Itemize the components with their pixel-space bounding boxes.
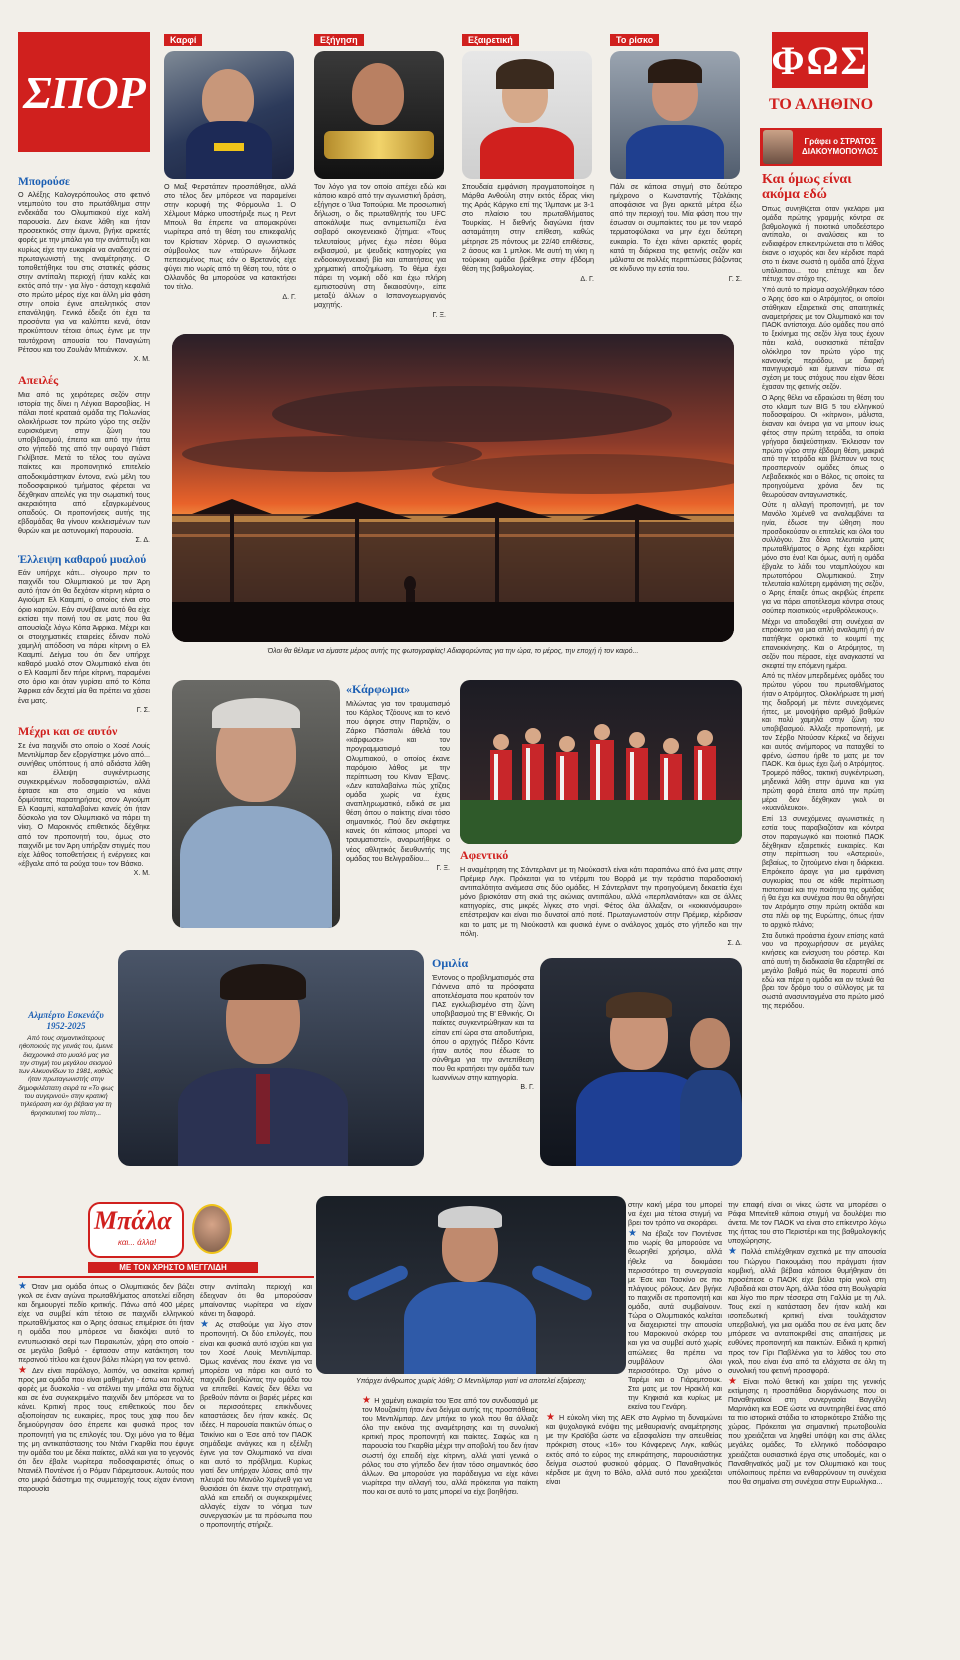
mpala-photo-caption: Υπάρχει άνθρωπος χωρίς λάθη; Ο Μεντιλίμπαρ γιατί να αποτελεί εξαίρεση;	[356, 1378, 586, 1385]
omilia-body: Έντονος ο προβληματισμός στα Γιάννενα από τα πρόσφατα αποτελέσματα που κρατούν τον ΠΑΣ εγκλωβισμένο στη ζώνη υποβιβασμού της Β' Εθνικής. Οι παίκτες συγκεντρώθηκαν και τα είπαν επί ώρα στα αποδυτήρια, όπου ο αρχηγός Πέδρο Κόντε ήταν αυτός που έδωσε το σύνθημα για την αντεπίθεση που θα κρατήσει την ομάδα των Ιωαννίνων στην κατηγορία.	[432, 973, 534, 1083]
column-logo-text: ΦΩΣ	[771, 37, 869, 83]
left-article-signature: Χ. Μ.	[133, 355, 150, 363]
karfoma-title: «Κάρφωμα»	[346, 682, 410, 696]
afentiko-signature: Σ. Δ.	[727, 939, 742, 947]
mpala-logo	[88, 1202, 208, 1258]
left-article-body: Μια από τις χειρότερες σεζόν στην ιστορία της δίνει η Λέγκια Βαρσοβίας. Η πάλαι ποτέ κραταιά ομάδα της Πολωνίας ολοκλήρωσε τον πρώτο γύρο της σεζόν ευρισκόμενη στην ζώνη του υποβιβασμού, έπειτα και από την ήττα στο γήπεδό της από την ουραγό Πιάστ Γκλίβιτσε. Μετά το τέλος του αγώνα παίκτες και προπονητικό επιτελείο αποδοκιμάστηκαν έντονα, ενώ μέλη του ποδοσφαιρικού τμήματος φέρεται να δέχθηκαν απειλές για την σωματική τους ακεραιότητα από εξαγριωμένους οπαδούς. Οι προπονήσεις αυτής της εβδομάδας θα γίνουν κεκλεισμένων των θυρών και με αστυνομική παρουσία.	[18, 389, 150, 536]
karfoma-article	[346, 682, 450, 872]
left-article-body: Σε ένα παιχνίδι στο οποίο ο Χοσέ Λουίς Μεντιλίμπαρ δεν εξοργίστηκε μόνο από... συνήθεις υπόπτους ή από αδιάστα λάθη και έλλειψη συγκέντρωσης συγκεκριμένων ποδοσφαιριστών, αλλά έφτασε και στο σημείο να κάνει δριμύτατες παρατηρήσεις στον Αγιούμπ Ελ Κααμπί, καταλαβαίνει κανείς ότι ήταν δύσκολο για τον Ολυμπιακό να πάρει τη νίκη. Ο Μαροκινός επιθετικός δέχθηκε από τον προπονητή του, όμως στο παιχνίδι με τον Άρη υπήρξαν στιγμές που είχε λάθος τοποθετήσεις ή ενέργειες και «έβγαλε από τα ρούχα του» τον Βάσκο.	[18, 740, 150, 868]
left-article-body: Ο Αλέξης Καλογερόπουλος στο φετινό ντεμπούτο του στο πρωτάθλημα στην ενδεκάδα του Ολυμπιακού είχε καλή παρουσία. Δεν έκανε λάθη και ήταν προσεκτικός στην άμυνα, βγήκε αρκετές φορές με την μπάλα για την ανάπτυξη και κυρίως είχε την ευκαιρία να αναδειχτεί σε πρωταγωνιστή της αναμέτρησης. Ο τοποθετήθηκε του στις στατικές φάσεις στην αντίπαλη περιοχή ήταν καλές και εκτός από την - για λίγο - άστοχη κεφαλιά στο πρώτο μέρος είχε και άλλη μία φάση στην οποία έγινε απειλητικός στον επανάληψη. Γενικά έδειξε ότι έχει τα προσόντα για να καλύπτει κενά, όταν προκύπτουν τέτοια όπως έγινε με την ταυτόχρονη απουσία του Παναγιώτη Ρέτσου και του Ζουλιάν Μπιάνκον.	[18, 190, 150, 354]
teaser-label: Το ρίσκο	[610, 34, 659, 46]
karfoma-body: Μιλώντας για τον τραυματισμό του Κάρλος Τζόουνς και το κενό που άφησε στην Παρτιζάν, ο Ζάρκο Πάσπαλι άθελά του «κάρφωσε» και τον προγραμματισμό του Ολυμπιακού, ο οποίος έκανε παρόμοιο λάθος με την περίπτωση του Κίναν Έβανς. «Δεν καταλαβαίνω πώς χτίζεις ομάδα χωρίς να έχεις αναπληρωματικό, ειδικά σε μια θέση όπου ο παίκτης είναι τόσο σημαντικός. Πού δεν σκέφτηκε κανείς ότι κάποιος μπορεί να τραυματιστεί», αναρωτήθηκε ο νέος αθλητικός διευθυντής της ομάδας του Βελιγραδίου...	[346, 699, 450, 863]
mpala-paragraph: ★ Να έβαζε τον Ποντένσε πιο νωρίς θα μπορούσε να θεωρηθεί χρήσιμο, αλλά ήθελε να δοκιμάσει περισσότερο τη συνεργασία με Έσε και Τασκίνο σε πιο πλάγιους ρόλους. Δεν βγήκε το παιχνίδι σε προπονητή και ομάδα, αυτά συμβαίνουν. Τώρα ο Ολυμπιακός καλείται να διαχειριστεί την απουσία του Μαροκινού σκόρερ του και για να συμβεί αυτό χωρίς απώλειες θα πρέπει να συμβάλουν όλοι περισσότερο. Όχι μόνο ο Ταρέμι και ο Γιάρεμτσουκ. Στα ματς με τον Ηρακλή και την Κηφισιά και κυρίως με εκείνα του Γενάρη.	[628, 1228, 722, 1412]
teaser-label: Εξαιρετική	[462, 34, 519, 46]
column-body	[762, 206, 884, 1336]
column-paragraph: Υπό αυτό το πρίσμα ασχολήθηκαν τόσο ο Άρης όσο και ο Ατρόμητος, οι οποίοι στάθηκαν εξαιρετικά στις απαιτητικές αναμετρήσεις με τον Ολυμπιακό και τον ΠΑΟΚ αντίστοιχα. Δύο ομάδες που από το ξεκίνημα της σεζόν λίγα τους έχουν πάει καλά, ουσιαστικά πέταξαν ολόκληρο τον πρώτο γύρο της κανονικής περιόδου, με διαρκή πανηγυρισμό και έμειναν πίσω σε σχέση με τους στόχους που είχαν θέσει έχασαν της φετινής σεζόν.	[762, 287, 884, 391]
sunset-photo	[172, 334, 734, 642]
left-article-body: Εάν υπήρχε κάτι... σίγουρο πριν το παιχνίδι του Ολυμπιακού με τον Άρη αυτό ήταν ότι θα δεχόταν κίτρινη κάρτα ο Αγιούμπ Ελ Κααμπί, ο οποίος είναι στο όριο καρτών. Εάν συνέβαινε αυτό θα είχε εκτίσει την ποινή του σε ματς που θα απουσίαζε λόγω Κόπα Άφρικα. Μέχρι και οι στοιχηματικές εταιρείες έδιναν πολύ χαμηλή απόδοση να πάρει κίτρινη ο Ελ Κααμπί. Δείγμα του ότι δεν υπήρχε καθαρό μυαλό στον Ολυμπιακό είναι ότι ο Ελ Κααμπί δεν πήρε κίτρινη, παραμένει στο όριο και όταν γυρίσει από το Κόπα Άφρικα εάν δεχτεί μία θα πρέπει να χάσει ένα ματς.	[18, 568, 150, 705]
omilia-title: Ομιλία	[432, 956, 469, 970]
teaser-photo-fighter	[314, 51, 444, 179]
obituary-body: Από τους σημαντικότερους ηθοποιούς της γενιάς του, έμεινε διαχρονικά στο μυαλό μας για την στιγμή του μεγάλου σεισμού των Αλκυονίδων το 1981, καθώς ήταν πρωταγωνιστής στην δημοφιλέστατη σειρά τα «Το φως του αυγερινού» στην κρατική τηλεόραση και όχι βέβαια για τη θρησκευτική του πίστη...	[18, 1035, 114, 1117]
teaser-photo-goalkeeper	[610, 51, 740, 179]
afentiko-body: Η αναμέτρηση της Σάντερλαντ με τη Νιούκαστλ είναι κάτι παραπάνω από ένα ματς στην Πρέμιερ Λιγκ. Πρόκειται για το ντέρμπι του Βορρά με την τεράστια παραδοσιακή αντιπαλότητα ανάμεσα στις δύο ομάδες. Η Σάντερλαντ την προηγούμενη δεκαετία έχει μόνο βρισκόταν στη σκιά της αιώνιας αντιπάλου, αλλά «περπλανιόταν» και σε άλλες κατηγορίες, στις μικρές λίγκες στο νησί. Φέτος όλα άλλαξαν, οι «κοκκινόμαυροι» επέστρεψαν και είναι πιο δυνατοί από ποτέ. Πρωταγωνιστούν στην Πρέμιερ, κέρδισαν και το ματς με τη Νιούκαστλ και φυσικά έγινε ο ανάλογος χαμός στο γήπεδο και την πόλη.	[460, 865, 742, 938]
teaser-card-3	[462, 30, 596, 178]
mpala-paragraph: την επαφή είναι οι νίκες ώστε να μπορέσει ο Ράφα Μπενίτεθ κάποια στιγμή να δουλέψει πιο άνετα. Με τον ΠΑΟΚ να είναι στο επίκεντρο λόγω της ήττας του στο Περιστέρι και της βαθμολογικής υποχώρησης.	[728, 1200, 886, 1246]
column-byline: Γράφει ο ΣΤΡΑΤΟΣ ΔΙΑΚΟΥΜΟΠΟΥΛΟΣ	[802, 137, 878, 156]
left-article-3	[18, 554, 150, 713]
teaser-text-2	[314, 182, 446, 320]
left-article-title: Έλλειψη καθαρού μυαλού	[18, 554, 147, 567]
teaser-card-4	[610, 30, 744, 178]
teaser-label: Εξήγηση	[314, 34, 364, 46]
star-icon: ★	[18, 1282, 29, 1292]
afentiko-article	[460, 848, 742, 947]
star-icon: ★	[628, 1228, 640, 1240]
afentiko-title: Αφεντικό	[460, 848, 509, 862]
teaser-card-2	[314, 30, 448, 178]
obituary-title: Αλμπέρτο Εσκενάζυ 1952-2025	[28, 1010, 104, 1031]
mpala-paragraph: ★ Δεν είναι παράλογο, λοιπόν, να ασκείται κριτική προς μια ομάδα που είναι μαθημένη - έστω και πολλές φορές με δυσκολία - να στέλνει την μπάλα στα δίχτυα και σε ένα συγκεκριμένο παιχνίδι δεν μπόρεσε να το κάνει. Κριτική προς τους επιθετικούς που δεν αξιοποίησαν τις ευκαιρίες, προς τους χαφ που δεν δημιούργησαν όσο έπρεπε και φυσικά προς τον προπονητή για τις επιλογές του. Όχι μόνο για το θέμα της μη αντικατάστασης του Ντάνι Γκαρθία που έφυγε την ομάδα του με δέκα παίκτες, αλλά και για το γεγονός ότι δεν έβαλε νωρίτερα ποδοσφαιριστές όπως ο Ντανιέλ Ποντένσε ή ο Ρόμαν Γιάρεμτσουκ. Αυτούς που στο μικρό διάστημα της συμμετοχής τους είχαν έντονη παρουσία	[18, 1364, 194, 1494]
omilia-signature: Β. Γ.	[520, 1084, 534, 1092]
teaser-signature: Γ. Σ.	[728, 275, 742, 283]
mpala-paragraph: στην κακή μέρα του μπορεί να έχει μια τέτοια στιγμή να βρει τον τρόπο να σκοράρει.	[628, 1200, 722, 1228]
omilia-photo	[540, 958, 742, 1166]
celebration-illustration	[460, 680, 742, 844]
section-logo-text: ΣΠΟΡ	[23, 66, 145, 118]
teaser-text-4	[610, 182, 742, 284]
star-icon: ★	[728, 1375, 741, 1387]
teaser-label: Καρφί	[164, 34, 202, 46]
left-article-signature: Χ. Μ.	[133, 869, 150, 877]
mpala-column-5	[728, 1200, 886, 1652]
column-paragraph: Μέχρι να αποδειχθεί στη συνέχεια αν επρόκειτο για μια απλή αναλαμπή ή αν πατήθηκε οριστικά το κουμπί της επανεκκίνησης. Και ο Ατρόμητος, τη σεζόν που πέρασε, είχε αναγκαστεί να σκεφτεί την επόμενη ημέρα.	[762, 618, 884, 670]
mpala-paragraph: ★ Πολλά επιλέχθηκαν σχετικά με την απουσία του Γιώργου Γιακουμάκη που πράγματι ήταν κομβική, αλλά βέβαια κάποιοι θυμήθηκαν ότι προσέπεσε ο ΠΑΟΚ είχε βάλει τρία γκολ στη Λιβαδειά και στον Άρη, άλλα τόσα στη Βουλγαρία και λίγο πιο πριν τέσσερα στη Γαλλία με τη Λιλ. Τους εκεί η κατάσταση δεν ήταν καλή και ισοπεδωτική κριτική είναι τουλάχιστον υπερβολική, για μια ομάδα που σε ένα ματς δεν μπόρεσε να ανταποκριθεί στις απαιτήσεις με ευθύνες προπονητή και παικτών. Ειδικά η κριτική προς τον Γίρι Παβλένκα για το λάθος του στο γκολ, που είναι ένα από τα ελάχιστα σε όλη τη συνολική του φετινή προσφορά.	[728, 1246, 886, 1375]
left-column	[18, 176, 150, 1002]
left-article-signature: Γ. Σ.	[136, 706, 150, 714]
obituary-photo	[118, 950, 424, 1166]
left-article-title: Μπορούσε	[18, 176, 70, 188]
omilia-article	[432, 956, 534, 1091]
sunset-caption: Όλοι θα θέλαμε να είμαστε μέρος αυτής της φωτογραφίας! Αδιαφορώντας για την ώρα, το μέρος, την εποχή ή τον καιρό...	[267, 648, 639, 655]
star-icon: ★	[18, 1364, 29, 1376]
left-article-title: Απειλές	[18, 372, 59, 387]
karfoma-signature: Γ. Ξ.	[436, 864, 450, 872]
mpala-column-4	[546, 1200, 722, 1652]
mpala-divider	[18, 1276, 314, 1278]
teaser-card-1	[164, 30, 298, 178]
column-paragraph: Στα δυτικά προάστια έχουν επίσης κατά νου να προχωρήσουν σε μεγάλες κινήσεις και ενίσχυση του ρόστερ. Και από αυτή τη διαδικασία θα εξαρτηθεί σε μεγάλο βαθμό πώς θα πορευτεί από εδώ και πέρα η ομάδα και αν τελικά θα βρει τον δρόμο του ο σύλλογος με τα σωστά ανασυνταγμένα στο πρώτο μισό της περιόδου.	[762, 932, 884, 1010]
left-article-4	[18, 724, 150, 877]
sunset-illustration	[172, 334, 734, 642]
mpala-paragraph: ★ Η εύκολη νίκη της ΑΕΚ στο Αγρίνιο τη δυναμώνει και ψυχολογικά ενόψει της μεθαυριανής αναμέτρησης με την Κραϊόβα ώστε να εξασφαλίσει την απευθείας πρόκριση στους «16» του Κόνφερενς Λιγκ, καθώς εκτός από το εύρος της επικράτησης, παρουσιάστηκε δείγμα σωστού φυσικού φόρμας. Ο Παναθηναϊκός κέρδισε με άχνη το Βόλο, αλλά αυτό που χρειάζεται είναι	[546, 1412, 722, 1486]
left-article-title: Μέχρι και σε αυτόν	[18, 723, 118, 738]
mpala-logo-sub: και... άλλα!	[118, 1238, 157, 1247]
mpala-column-3	[362, 1396, 538, 1652]
star-icon: ★	[200, 1319, 213, 1331]
column-paragraph: Όπως συνηθίζεται όταν γκελάρει μια ομάδα πρώτης γραμμής κόντρα σε βαθμολογικά ή ποιοτικά υποδεέστερο αντίπαλο, οι αναλύσεις και το ενδιαφέρον επικεντρώνεται στο τι λάθος έκανε ο ισχυρός και δεν κέρδισε παρά στο τι έκανε σωστά η ομάδα από ξέχνα υπόλοιπου... του επέτυχε και δεν πέτυχε τον στόχο της.	[762, 206, 884, 284]
teaser-body: Τον λόγο για τον οποίο απέχει εδώ και κάποιο καιρό από την αγωνιστική δράση, εξήγησε ο Ίλια Τοπούρια. Με προσωπική δήλωση, ο δις πρωταθλητής του UFC αποκάλυψε πως αντιμετωπίζει ένα σοβαρό οικογενειακό ζήτημα: «Τους τελευταίους μήνες έχω πέσει θύμα εκβιασμού, με ψευδείς κατηγορίες για ενδοοικογενειακή βία και απαιτήσεις για χρηματική αποζημίωση. Το θέμα έχει πάρει τη νομική οδό και έχω πλήρη εμπιστοσύνη στη δικαιοσύνη», είπε μεταξύ άλλων ο Ισπανογεωργιανός μαχητής.	[314, 182, 446, 310]
column-logo	[772, 32, 868, 88]
teaser-signature: Γ. Ξ.	[432, 312, 446, 320]
column-paragraph: Ούτε η αλλαγή προπονητή, με τον Μανόλο Χιμένεθ να αναλαμβάνει τα ηνία, έδωσε την ώθηση που προσδοκούσαν οι επιτελείς και όλοι του συλλόγου. Στα δέκα τελευταία ματς πρωταθλήματος ο Άρης έχει κερδίσει μόνο στο ένα! Και όμως, αυτή η ομάδα έβγαλε το λάδι του νταμπλούχου και πρωτοπόρου Ολυμπιακού. Στην τελευταία καλύτερη εμφάνιση της σεζόν, ο Άρης έπαιξε όπως ακριβώς έπρεπε για να πάρει αποτέλεσμα κόντρα στους σούπερ ποιοτικούς «ερυθρόλευκους».	[762, 502, 884, 615]
mpala-paragraph: ★ Είναι πολύ θετική και χαίρει της γενικής εκτίμησης η προσπάθεια διοργάνωσης που οι Παναθηναϊκοί στη συνεργασία Βαγγέλη Μαρινάκη και ΕΟΕ ώστε να συντηρηθεί ένας από τα πιο ιστορικά στάδια το ιστορικότερο Στάδιο της χώρας. Πρόκειται για σημαντική πρωτοβουλία που χρειάζεται να ληφθεί υπόψη και στις άλλες μεγάλες ομάδες. Το ελληνικό ποδόσφαιρο χρειάζεται ουσιαστικά έργα στις υποδομές, και ο Παναθηναϊκός μαζί με τον Ολυμπιακό και τους υπόλοιπους πρέπει να ενθαρρύνουν τη συνέχεια που θα σημαίνει στη συνέχεια στην Ευρωλίγκα...	[728, 1375, 886, 1486]
column-byline-box	[760, 128, 882, 166]
mpala-paragraph: ★ Η χαμένη ευκαιρία του Έσε από τον συνδυασμό με τον Μουζακίτη ήταν ένα δείγμα αυτής της προσπάθειας του Μεντιλίμπαρ. Δεν μπήκε το γκολ που θα άλλαζε όλο την εικόνα της αναμέτρησης και τη συνολική κριτική προς προπονητή και παίκτες. Σαφώς και η παρουσία του Γκαρθία μέχρι την αποβολή του δεν ήταν σωστή όχι επειδή είχε κίτρινη, αλλά γιατί γενικά ο ρόλος του στο γήπεδο δεν ήταν τόσο σημαντικός όσο άλλων. Θα μπορούσε για παράδειγμα να είχε κάνει νωρίτερα την αλλαγή του, αλλά πρόκειται για παίκτη που και σε αυτό το ματς μπορεί να είχε βοηθήσει.	[362, 1396, 538, 1496]
mpala-logo-text: Μπάλα	[94, 1206, 172, 1235]
mpala-author-avatar	[192, 1204, 232, 1254]
column-subtitle: ΤΟ ΑΛΗΘΙΝΟ	[768, 96, 874, 113]
section-logo	[18, 32, 150, 152]
afentiko-photo	[460, 680, 742, 844]
mpala-paragraph: ★ Όταν μια ομάδα όπως ο Ολυμπιακός δεν βάζει γκολ σε έναν αγώνα πρωταθλήματος αποτελεί είδηση και δημιουργεί πεδίο κριτικής. Πάνω από 400 μέρες είχε να συμβεί κάτι τέτοιο σε παιχνίδι ελληνικού πρωταθλήματος και ο Άρης όσαιως επιμέρισε ότι ήταν η ομάδα που μπόρεσε να διακόψει αυτό το εντυπωσιακό σερί των Πειραιωτών, χάρη στο οποίο - σε μεγάλο βαθμό - έφτασαν στην κατάκτηση του περσινού τίτλου και έχουν βάλει πλώρη για τον φετινό.	[18, 1282, 194, 1364]
left-article-1	[18, 176, 150, 363]
left-article-2	[18, 373, 150, 545]
column-paragraph: Επί 13 συνεχόμενες αγωνιστικές η εστία τους παραβιαζόταν και κόντρα στον παραγωγικό και ποιοτικό ΠΑΟΚ δέχθηκαν εξαιρετικές ευκαιρίες. Και στην περίπτωση του «Αστεριού», βεβαίως, το ζητούμενο είναι η διάρκεια. Επρόκειτο άραγε για μια εμφάνιση συγκυρίας που σε κάθε περίπτωση πιστοποιεί και την ποιότητα της ομάδας ή θα έχει και συνέχεια που θα οδηγήσει τον Ατρόμητο στην πρώτη οκτάδα και στα πλέι οφ της Ευρώπης, όπως ήταν το αρχικό πλάνο;	[762, 816, 884, 929]
teaser-signature: Δ. Γ.	[580, 275, 594, 283]
column-paragraph: Από τις πλέον μπερδεμένες ομάδες του πρώτου γύρου του πρωταθλήματος ήταν ο Ατρόμητος. Ολοκλήρωσε τη μισή της διαδρομή με πέντε συνεχόμενες ήττες, με μονοψήφιο αριθμό βαθμών και πολύ χαμηλά στην ζώνη του υποβιβασμού. Άλλαξε προπονητή, με τον Σέρβο Ντούσαν Κέρκεζ να δείχνει και αυτός ανήμπορος να παταχθεί το φρένο, ώσπου ήρθε το ματς με τον ΠΑΟΚ. Και όμως έχει ζωή ο Ατρόμητος. Τρομερό πάθος, τακτική συγκέντρωση, μηδενικά λάθη στην άμυνα και για πρώτη φορά έπειτα από την πρώτη μέρα δεν δέχθηκαν γκολ οι «κυανόλευκοι».	[762, 673, 884, 813]
obituary	[18, 1010, 114, 1118]
teaser-body: Ο Μαξ Φερστάπεν προσπάθησε, αλλά στο τέλος δεν μπόρεσε να παραμείνει στην κορυφή της Φόρμουλα 1. Ο Χέλμουτ Μάρκο υποστήριξε πως η Ρεντ Μπουλ θα έπρεπε να απομακρύνει νωρίτερα από τη θέση του επικεφαλής τον Κρίστιαν Χόρνερ. Ο αγωνιστικός σύμβουλος των «ταύρων» δήλωσε πεπεισμένος πως εάν ο Βρετανός είχε φύγει πιο νωρίς από τη θέση του, τότε ο Ολλανδός θα μπορούσε να κατακτήσει τον τίτλο.	[164, 182, 296, 292]
mpala-column-2	[200, 1282, 312, 1652]
columnist-avatar	[763, 130, 793, 164]
teaser-body: Πάλι σε κάποια στιγμή στο δεύτερο ημίχρονο ο Κωνσταντής Τζολάκης αποφάσισε να βγει αρκετά μέτρα έξω από την περιοχή του. Μία φάση που την έσωσαν οι συμπαίκτες του με τον νεαρό τερματοφύλακα να μην έχει δεύτερη ευκαιρία. Το έχει κάνει αρκετές φορές κατά τη διάρκεια της φετινής σεζόν και μάλιστα σε πολλές περιπτώσεις βάζοντας σε κίνδυνο την εστία του.	[610, 182, 742, 273]
teaser-photo-driver	[164, 51, 294, 179]
star-icon: ★	[546, 1412, 556, 1424]
column-headline: Και όμως είναι ακόμα εδώ	[762, 172, 852, 202]
star-icon: ★	[728, 1246, 739, 1258]
left-article-signature: Σ. Δ.	[135, 537, 150, 545]
mpala-paragraph: ★ Ας σταθούμε για λίγο στον προπονητή. Οι δύο επιλογές, που είναι και φυσικά αυτό ισχύει και για τον Χοσέ Λουίς Μεντιλίμπαρ. Όμως κανένας που έκανε για να μπορέσει να πάρει και αυτό το παιχνίδι βοηθώντας την ομάδα του να επιτεθεί. Κανείς δεν θέλει να βρεθούν πάντα οι βαριές μέρες και οι περισσότερες επικίνδυνες καταστάσεις δεν ήταν κακές. Ως ιδέες. Η παρουσία παικτών όπως ο Τσικίνιο και ο Έσε από τον ΠΑΟΚ σημάδεψε ανάγκες και η εξέλιξη έγινε για τον Ολυμπιακό να είναι και αυτό το πρόβλημα. Κυρίως γιατί δεν υπήρχαν λύσεις από την πλευρά του Μανόλο Χιμένεθ για να θυσιάσει ότι έκανε την στρατηγική, αλλά και επειδή οι συγκεκριμένες αλλαγές είχαν το νόημα των συνεργασιών με τα πρόσωπα που ο προπονητής στήριζε.	[200, 1319, 312, 1530]
teaser-body: Σπουδαία εμφάνιση πραγματοποίησε η Μάρθα Ανθούλη στην εκτός έδρας νίκη της Αράς Κάργκο επί της Ίλμπανκ με 3-1 στο πλαίσιο του πρωταθλήματος Τουρκίας. Η διεθνής διαγώνια ήταν ασταμάτητη στην επίθεση, καθώς μέτρησε 25 πόντους με 22/40 επιθέσεις, 2 άσους και 1 μπλοκ. Με αυτή τη νίκη η τούρκικη ομάδα βρέθηκε στην έβδομη θέση της βαθμολογίας.	[462, 182, 594, 273]
mpala-column-1	[18, 1282, 194, 1652]
mpala-byline: ΜΕ ΤΟΝ ΧΡΗΣΤΟ ΜΕΓΓΛΙΔΗ	[88, 1262, 258, 1273]
teaser-text-3	[462, 182, 594, 284]
star-icon: ★	[362, 1396, 372, 1406]
karfoma-photo	[172, 680, 340, 928]
teaser-text-1	[164, 182, 296, 302]
column-paragraph: Ο Άρης θέλει να εδραιώσει τη θέση του στο κλαμπ των BIG 5 του ελληνικού ποδοσφαίρου. Οι «κίτρινοι», μάλιστα, έκαναν και όνειρα για να μπουν ίσως φέτος στην πρώτη τετράδα, τα οποία γρήγορα διαψεύστηκαν. Έκλεισαν τον πρώτο γύρο στην έβδομη θέση, μακριά από την τετράδα και βλέπουν να τους προσπερνούν ομάδες όπως ο Λεβαδειακός και ο Βόλος, τις οποίες τα προηγούμενα χρόνια δεν τις θεωρούσαν ανταγωνιστικές.	[762, 394, 884, 499]
teaser-photo-volleyball	[462, 51, 592, 179]
mpala-paragraph: στην αντίπαλη περιοχή και έδειχναν ότι θα μπορούσαν μπαίνοντας νωρίτερα να είχαν κάνει τη διαφορά.	[200, 1282, 312, 1319]
teaser-signature: Δ. Γ.	[282, 294, 296, 302]
